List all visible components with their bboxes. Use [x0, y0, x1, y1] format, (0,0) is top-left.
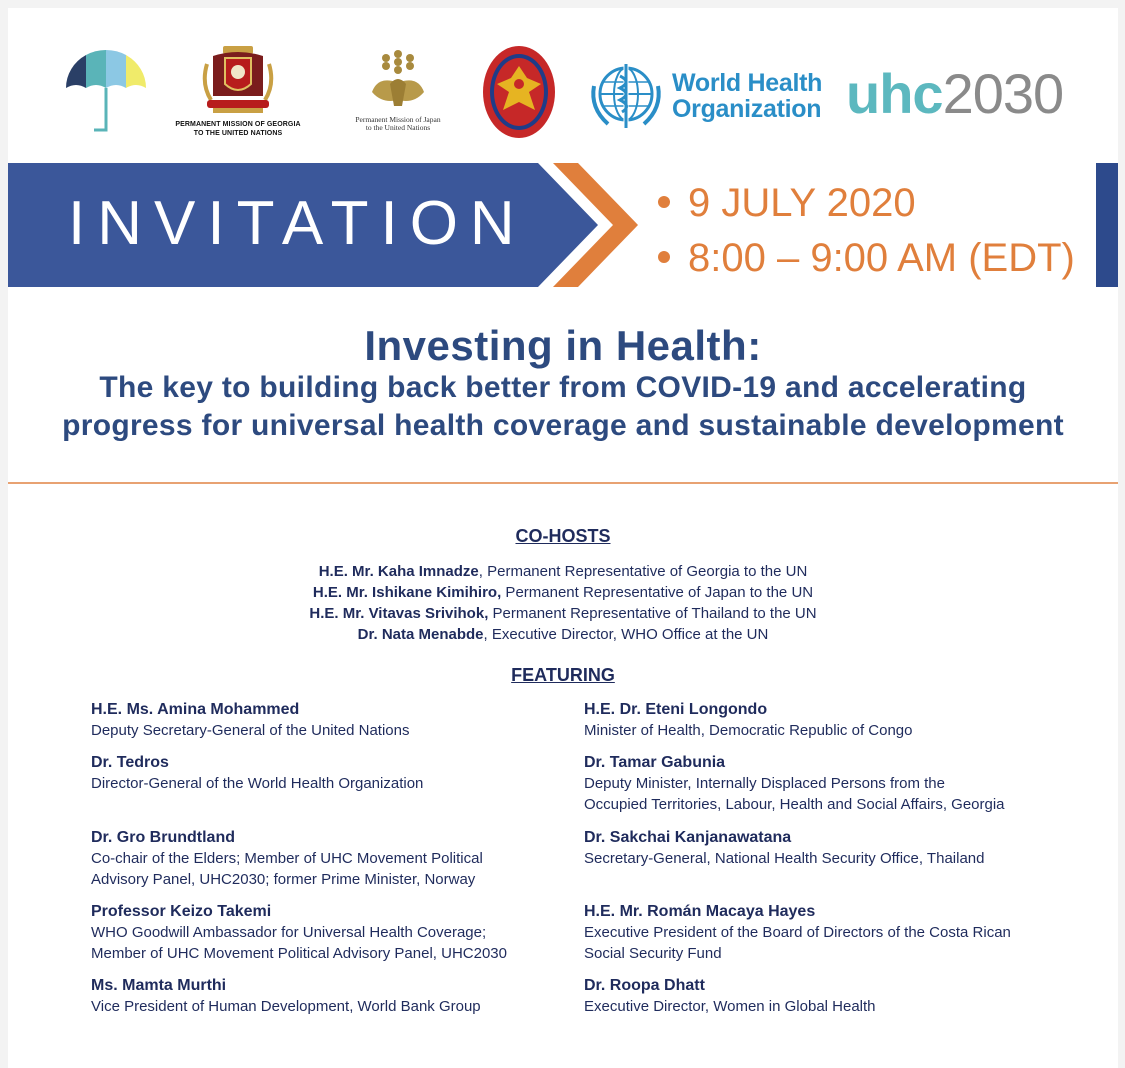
speaker-role: Executive President of the Board of Directors of the Costa Rican Social Security Fund — [584, 924, 1011, 962]
event-time — [658, 231, 1075, 286]
cohost-item — [8, 561, 1118, 582]
georgia-mission-caption: PERMANENT MISSION OF GEORGIA TO THE UNITED NATIONS — [175, 121, 301, 137]
invitation-title: INVITATION — [68, 189, 527, 258]
cohost-role: Permanent Representative of Japan to the UN — [501, 584, 814, 601]
speaker-name: Dr. Tedros — [91, 754, 169, 771]
event-headline — [8, 323, 1118, 445]
speaker-item — [91, 700, 611, 753]
speaker-item — [91, 976, 611, 1017]
speaker-item — [584, 902, 1104, 976]
japan-mission-logo — [338, 48, 458, 144]
headline-sub-line2: progress for universal health coverage and sustainable development — [62, 409, 1064, 442]
cohost-name: H.E. Mr. Kaha Imnadze — [318, 563, 479, 580]
event-details — [658, 176, 1075, 286]
who-logo — [586, 56, 826, 136]
speaker-name: Ms. Mamta Murthi — [91, 977, 227, 994]
uhc-umbrella-logo — [66, 48, 146, 136]
who-name-line2: Organization — [672, 95, 822, 123]
uhc2030-logo — [846, 64, 1086, 128]
bullet-dot-icon — [658, 251, 670, 263]
headline-sub-line1: The key to building back better from COVID-19 and accelerating — [99, 371, 1027, 404]
speaker-item — [584, 828, 1104, 902]
cohost-item — [8, 624, 1118, 645]
section-divider — [8, 482, 1118, 484]
speaker-item — [584, 700, 1104, 753]
headline-main: Investing in Health: — [364, 322, 762, 369]
who-name-line1: World Health — [672, 69, 823, 97]
invitation-page — [8, 8, 1118, 1068]
who-name — [672, 70, 822, 122]
featuring-left-column — [91, 700, 611, 1017]
speaker-item — [91, 828, 611, 902]
cohost-name: H.E. Mr. Vitavas Srivihok, — [309, 605, 489, 622]
speaker-name: Dr. Roopa Dhatt — [584, 977, 705, 994]
speaker-name: H.E. Dr. Eteni Longondo — [584, 701, 768, 718]
japan-mission-caption: Permanent Mission of Japan to the United Nations — [355, 115, 441, 132]
event-date — [658, 176, 1075, 231]
cohost-item — [8, 603, 1118, 624]
speaker-item — [584, 753, 1104, 828]
speaker-role: Vice President of Human Development, World Bank Group — [91, 998, 481, 1015]
speaker-role: Deputy Secretary-General of the United Nations — [91, 722, 410, 739]
banner-right-bar — [1096, 163, 1118, 287]
georgia-mission-logo — [168, 44, 308, 144]
cohosts-title: CO-HOSTS — [515, 526, 611, 546]
uhc-logo-part2: 2030 — [942, 62, 1064, 125]
event-date-text: 9 JULY 2020 — [688, 181, 916, 225]
thailand-mission-seal-icon — [481, 44, 557, 140]
cohost-role: , Permanent Representative of Georgia to the UN — [478, 563, 808, 580]
bullet-dot-icon — [658, 196, 670, 208]
cohosts-list — [8, 561, 1118, 645]
georgia-coat-of-arms-icon — [199, 44, 277, 116]
cohost-role: Permanent Representative of Thailand to the UN — [488, 605, 817, 622]
speaker-name: H.E. Mr. Román Macaya Hayes — [584, 903, 816, 920]
speaker-role: WHO Goodwill Ambassador for Universal Health Coverage; Member of UHC Movement Political Advisory Panel, UHC2030 — [91, 924, 507, 962]
speaker-name: Dr. Sakchai Kanjanawatana — [584, 829, 792, 846]
cohost-name: Dr. Nata Menabde — [357, 626, 484, 643]
uhc-logo-part1: uhc — [846, 62, 943, 125]
speaker-item — [91, 753, 611, 828]
speaker-name: H.E. Ms. Amina Mohammed — [91, 701, 300, 718]
featuring-right-column — [584, 700, 1104, 1017]
featuring-title: FEATURING — [511, 665, 615, 685]
cohost-name: H.E. Mr. Ishikane Kimihiro, — [312, 584, 502, 601]
speaker-role: Deputy Minister, Internally Displaced Persons from the Occupied Territories, Labour, Health and Social Affairs, Georgia — [584, 775, 1005, 813]
speaker-name: Dr. Gro Brundtland — [91, 829, 235, 846]
cohost-role: , Executive Director, WHO Office at the UN — [483, 626, 769, 643]
speaker-role: Director-General of the World Health Organization — [91, 775, 424, 792]
speaker-role: Minister of Health, Democratic Republic of Congo — [584, 722, 913, 739]
speaker-role: Secretary-General, National Health Security Office, Thailand — [584, 850, 985, 867]
who-emblem-icon — [586, 56, 666, 136]
speaker-role: Co-chair of the Elders; Member of UHC Movement Political Advisory Panel, UHC2030; former Prime Minister, Norway — [91, 850, 483, 888]
speaker-item — [584, 976, 1104, 1017]
event-time-text: 8:00 – 9:00 AM (EDT) — [688, 236, 1075, 280]
speaker-name: Dr. Tamar Gabunia — [584, 754, 726, 771]
cohost-item — [8, 582, 1118, 603]
speaker-item — [91, 902, 611, 976]
speaker-role: Executive Director, Women in Global Health — [584, 998, 876, 1015]
paulownia-crest-icon — [368, 48, 428, 110]
speaker-name: Professor Keizo Takemi — [91, 903, 272, 920]
